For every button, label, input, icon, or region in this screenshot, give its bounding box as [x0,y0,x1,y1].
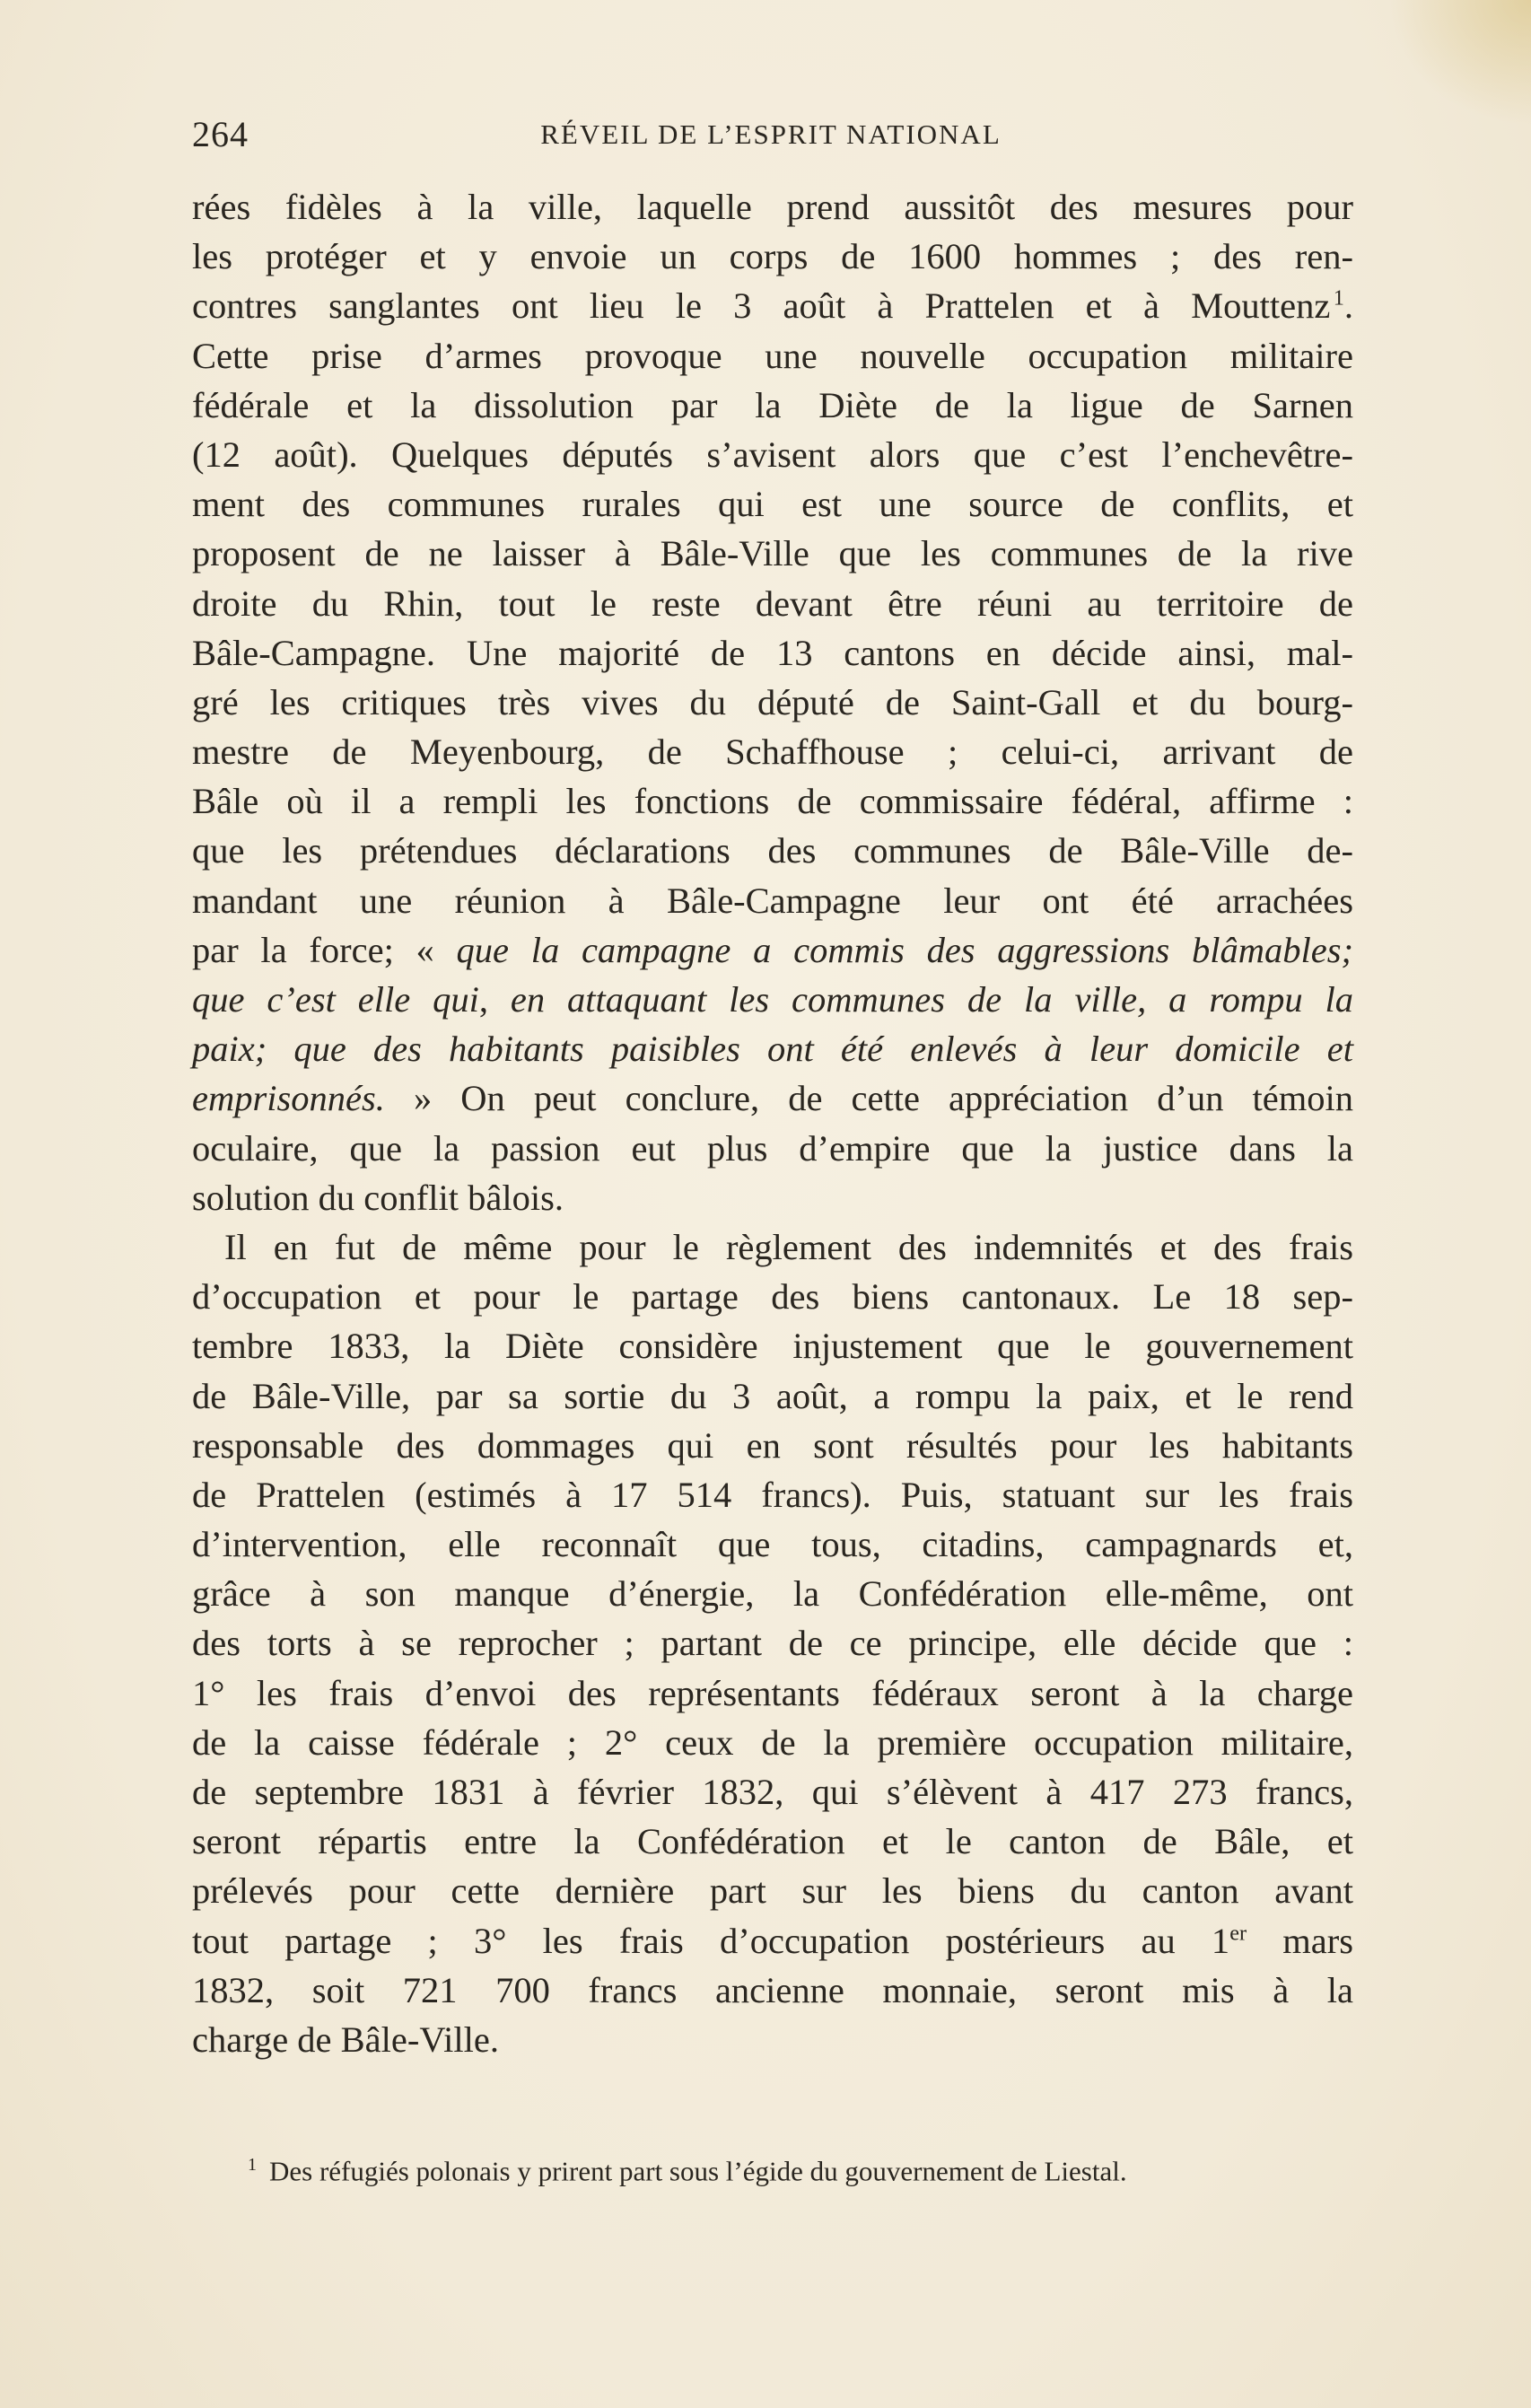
text-line: proposent de ne laisser à Bâle-Ville que les communes de la rive [192,533,1353,574]
text-segment: » On peut conclure, de cette appréciation d’un témoin [384,1078,1353,1119]
footnote [248,2147,1360,2189]
text-line: grâce à son manque d’énergie, la Confédération elle-même, ont [192,1573,1353,1615]
text-line: Bâle où il a rempli les fonctions de commissaire fédéral, affirme : [192,781,1353,822]
text-line: d’occupation et pour le partage des biens cantonaux. Le 18 sep- [192,1276,1353,1318]
text-line: ment des communes rurales qui est une source de conflits, et [192,484,1353,525]
text-line: gré les critiques très vives du député de Saint-Gall et du bourg- [192,681,1353,722]
page-header [192,106,1350,160]
text-line: rées fidèles à la ville, laquelle prend aussitôt des mesures pour [192,187,1353,227]
superscript: er [1229,1921,1247,1946]
body-text [192,182,1353,2064]
text-segment: tout partage ; 3° les frais d’occupation postérieurs au 1 [192,1920,1230,1961]
text-line [192,281,1353,330]
text-segment: par la force; « [192,929,457,970]
text-line: seront répartis entre la Confédération et le canton de Bâle, et [192,1821,1353,1862]
text-line: de Prattelen (estimés à 17 514 francs). Puis, statuant sur les frais [192,1474,1353,1515]
text-line: Il en fut de même pour le règlement des indemnités et des frais [224,1226,1353,1267]
running-title: RÉVEIL DE L’ESPRIT NATIONAL [540,118,1002,150]
text-segment: . [1343,285,1353,327]
text-line [192,975,1353,1024]
text-line [192,1916,1353,1966]
text-line: Cette prise d’armes provoque une nouvelle occupation militaire [192,335,1353,376]
text-line: charge de Bâle-Ville. [192,2018,500,2060]
quote-text: en attaquant les communes de la ville, a rompu la [510,979,1353,1020]
text-line: de septembre 1831 à février 1832, qui s’élèvent à 417 273 francs, [192,1772,1353,1812]
text-line: prélevés pour cette dernière part sur les biens du canton avant [192,1870,1353,1912]
paragraph [192,1222,1353,2064]
text-line [192,1024,1353,1073]
text-line: que les prétendues déclarations des communes de Bâle-Ville de- [192,830,1353,871]
text-line: Bâle-Campagne. Une majorité de 13 cantons en décide ainsi, mal- [192,632,1353,673]
text-line: tembre 1833, la Diète considère injustement que le gouvernement [192,1326,1353,1367]
quote-text: paix; que des habitants paisibles ont été enlevés à leur domicile et [192,1029,1353,1070]
text-line: oculaire, que la passion eut plus d’empire que la justice dans la [192,1127,1353,1169]
paper-stain [1387,0,1531,126]
text-line: solution du conflit bâlois. [192,1177,564,1218]
text-segment: contres sanglantes ont lieu le 3 août à Prattelen et à Mouttenz [192,285,1331,327]
text-line: d’intervention, elle reconnaît que tous, citadins, campagnards et, [192,1524,1353,1565]
text-line: 1832, soit 721 700 francs ancienne monnaie, seront mis à la [192,1969,1353,2010]
text-line: des torts à se reprocher ; partant de ce principe, elle décide que : [192,1623,1353,1664]
text-segment: mars [1247,1920,1353,1961]
text-line: de Bâle-Ville, par sa sortie du 3 août, a rompu la paix, et le rend [192,1375,1353,1416]
text-line: de la caisse fédérale ; 2° ceux de la première occupation militaire, [192,1721,1353,1763]
text-line: 1° les frais d’envoi des représentants fédéraux seront à la charge [192,1672,1353,1713]
quote-text: emprisonnés. [192,1078,385,1119]
text-line: responsable des dommages qui en sont résultés pour les habitants [192,1424,1353,1466]
text-line: droite du Rhin, tout le reste devant être réuni au territoire de [192,582,1353,624]
quote-text: que la campagne a commis des aggressions blâmables; [456,929,1353,970]
text-segment: , [478,979,511,1020]
footnote-mark: 1 [248,2155,257,2175]
paragraph [192,182,1353,1222]
quote-text: que c’est elle qui [192,979,479,1020]
text-line [192,1073,1353,1123]
text-line: (12 août). Quelques députés s’avisent alors que c’est l’enchevêtre- [192,433,1353,475]
page-number: 264 [192,114,249,154]
text-line [192,925,1353,975]
footnote-text: Des réfugiés polonais y prirent part sous l’égide du gouvernement de Liestal. [269,2155,1127,2187]
footnote-reference[interactable]: 1 [1333,285,1344,311]
text-line: fédérale et la dissolution par la Diète de la ligue de Sarnen [192,384,1353,425]
text-line: les protéger et y envoie un corps de 1600 hommes ; des ren- [192,236,1353,277]
text-line: mestre de Meyenbourg, de Schaffhouse ; celui-ci, arrivant de [192,731,1353,773]
text-line: mandant une réunion à Bâle-Campagne leur ont été arrachées [192,880,1353,921]
